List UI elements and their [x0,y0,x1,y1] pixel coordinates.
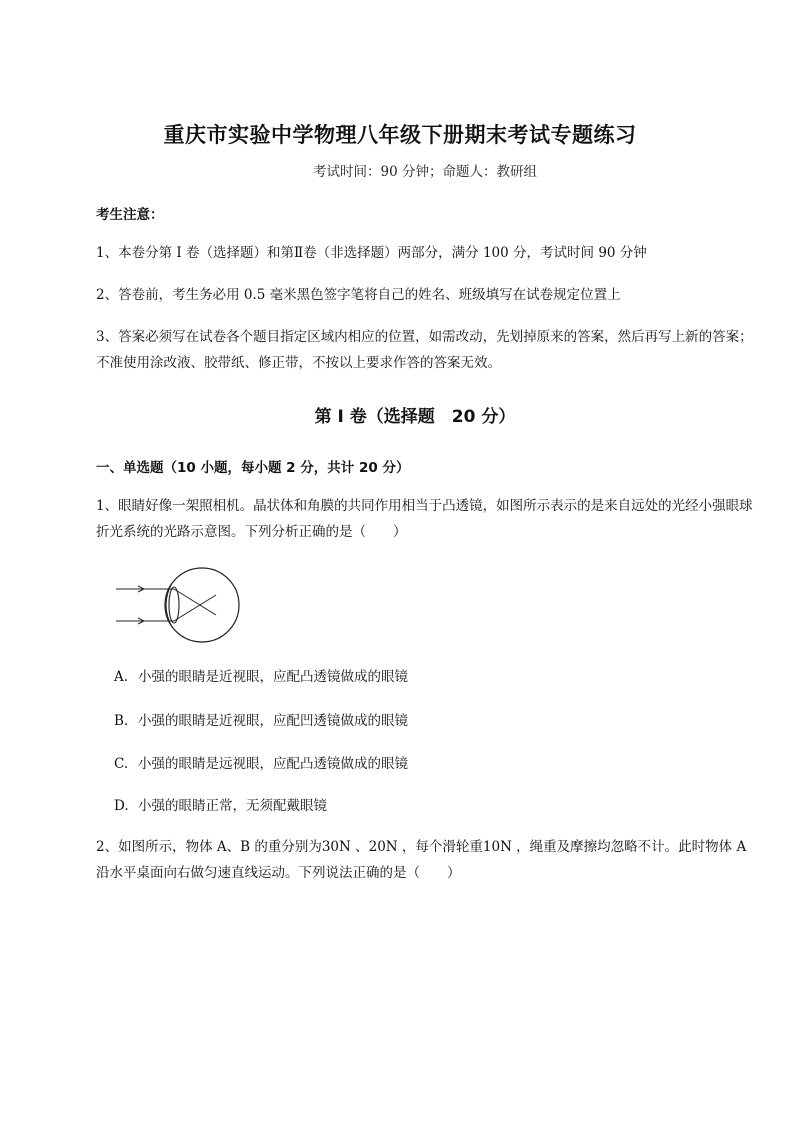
lens-outline [169,587,179,623]
question-1-stem: 1、眼睛好像一架照相机。晶状体和角膜的共同作用相当于凸透镜，如图所示表示的是来自远处的光经小强眼球折光系统的光路示意图。下列分析正确的是（ ） [96,498,753,540]
option-c[interactable] [114,752,408,772]
eye-lightpath-figure [112,563,242,647]
option-letter: C. [114,756,129,772]
option-text: 小强的眼睛正常，无须配戴眼镜 [138,798,327,814]
eye-diagram [112,563,242,651]
option-letter: D. [114,798,129,814]
option-text: 小强的眼睛是近视眼，应配凸透镜做成的眼镜 [138,669,408,685]
notice-heading: 考生注意： [96,207,164,223]
eyeball-outline [165,568,239,642]
refracted-ray-upper [174,589,216,615]
notice-item-2: 2、答卷前，考生务必用 0.5 毫米黑色签字笔将自己的姓名、班级填写在试卷规定位置上 [96,287,621,303]
page-title: 重庆市实验中学物理八年级下册期末考试专题练习 [163,123,637,147]
exam-info: 考试时间：90 分钟；命题人：教研组 [313,164,537,180]
option-d[interactable] [114,794,327,814]
notice-item-3: 3、答案必须写在试卷各个题目指定区域内相应的位置，如需改动，先划掉原来的答案，然后再写上新的答案；不准使用涂改液、胶带纸、修正带，不按以上要求作答的答案无效。 [96,329,753,371]
option-letter: B. [114,713,129,729]
part-heading: 一、单选题（10 小题，每小题 2 分，共计 20 分） [96,460,410,476]
section-title: 第 I 卷（选择题 20 分） [314,407,516,427]
option-a[interactable] [114,665,408,685]
refracted-ray-lower [174,595,216,621]
option-text: 小强的眼睛是远视眼，应配凸透镜做成的眼镜 [138,756,408,772]
notice-item-1: 1、本卷分第 I 卷（选择题）和第Ⅱ卷（非选择题）两部分，满分 100 分，考试时间 90 分钟 [96,245,647,261]
option-text: 小强的眼睛是近视眼，应配凹透镜做成的眼镜 [138,713,408,729]
option-letter: A. [114,669,129,685]
option-b[interactable] [114,709,408,729]
question-2-stem: 2、如图所示，物体 A、B 的重分别为30N 、20N ，每个滑轮重10N ，绳重及摩擦均忽略不计。此时物体 A 沿水平桌面向右做匀速直线运动。下列说法正确的是（ ） [96,839,747,881]
